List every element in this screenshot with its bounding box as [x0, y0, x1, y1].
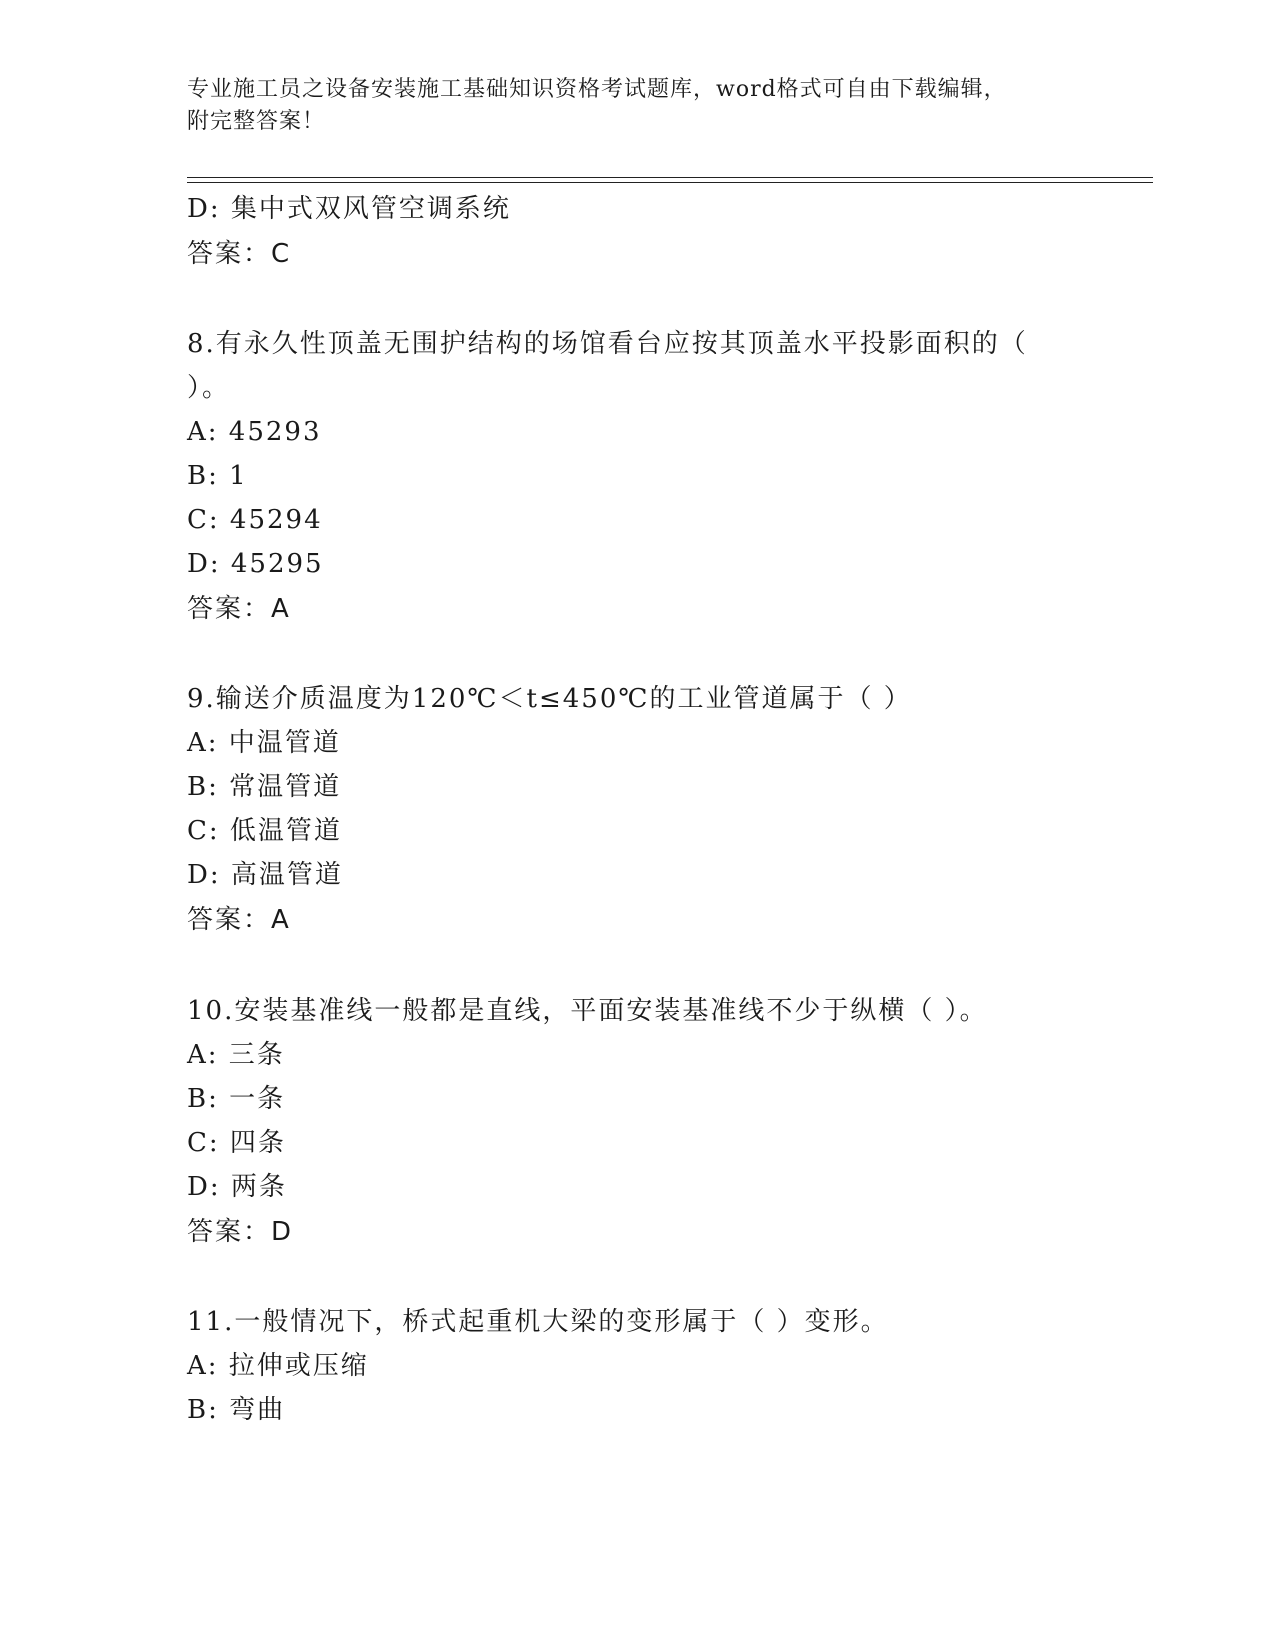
document-header [187, 74, 1087, 138]
header-divider-bottom [187, 182, 1153, 183]
q8-option-d: D: 45295 [187, 549, 324, 579]
q10-answer: 答案：D [187, 1217, 294, 1247]
q9-option-b: B: 常温管道 [187, 772, 342, 802]
q11-option-b: B: 弯曲 [187, 1395, 286, 1425]
q11-stem: 11.一般情况下，桥式起重机大梁的变形属于（ ）变形。 [187, 1307, 889, 1337]
q10-option-b: B: 一条 [187, 1084, 286, 1114]
q10-option-c: C: 四条 [187, 1128, 286, 1158]
q10-option-d: D: 两条 [187, 1172, 287, 1202]
q8-option-a: A: 45293 [187, 417, 322, 447]
q8-option-c: C: 45294 [187, 505, 323, 535]
q9-option-d: D: 高温管道 [187, 860, 343, 890]
q8-answer: 答案：A [187, 594, 291, 624]
header-line-1: 专业施工员之设备安装施工基础知识资格考试题库，word格式可自由下载编辑， [187, 77, 1007, 102]
q8-stem-line-1: 8.有永久性顶盖无围护结构的场馆看台应按其顶盖水平投影面积的（ [187, 329, 1028, 359]
q9-stem: 9.输送介质温度为120℃＜t≤450℃的工业管道属于（ ） [187, 684, 912, 714]
header-line-2: 附完整答案！ [187, 109, 326, 134]
q8-option-b: B: 1 [187, 461, 248, 491]
prev-option-d: D: 集中式双风管空调系统 [187, 194, 511, 224]
q9-option-c: C: 低温管道 [187, 816, 342, 846]
q10-option-a: A: 三条 [187, 1040, 285, 1070]
q11-option-a: A: 拉伸或压缩 [187, 1351, 369, 1381]
q10-stem: 10.安装基准线一般都是直线，平面安装基准线不少于纵横（ ）。 [187, 996, 988, 1026]
q8-stem-line-2: ）。 [187, 373, 231, 403]
q9-answer: 答案：A [187, 905, 291, 935]
q9-option-a: A: 中温管道 [187, 728, 341, 758]
prev-answer: 答案：C [187, 239, 292, 269]
header-divider-top [187, 177, 1153, 178]
